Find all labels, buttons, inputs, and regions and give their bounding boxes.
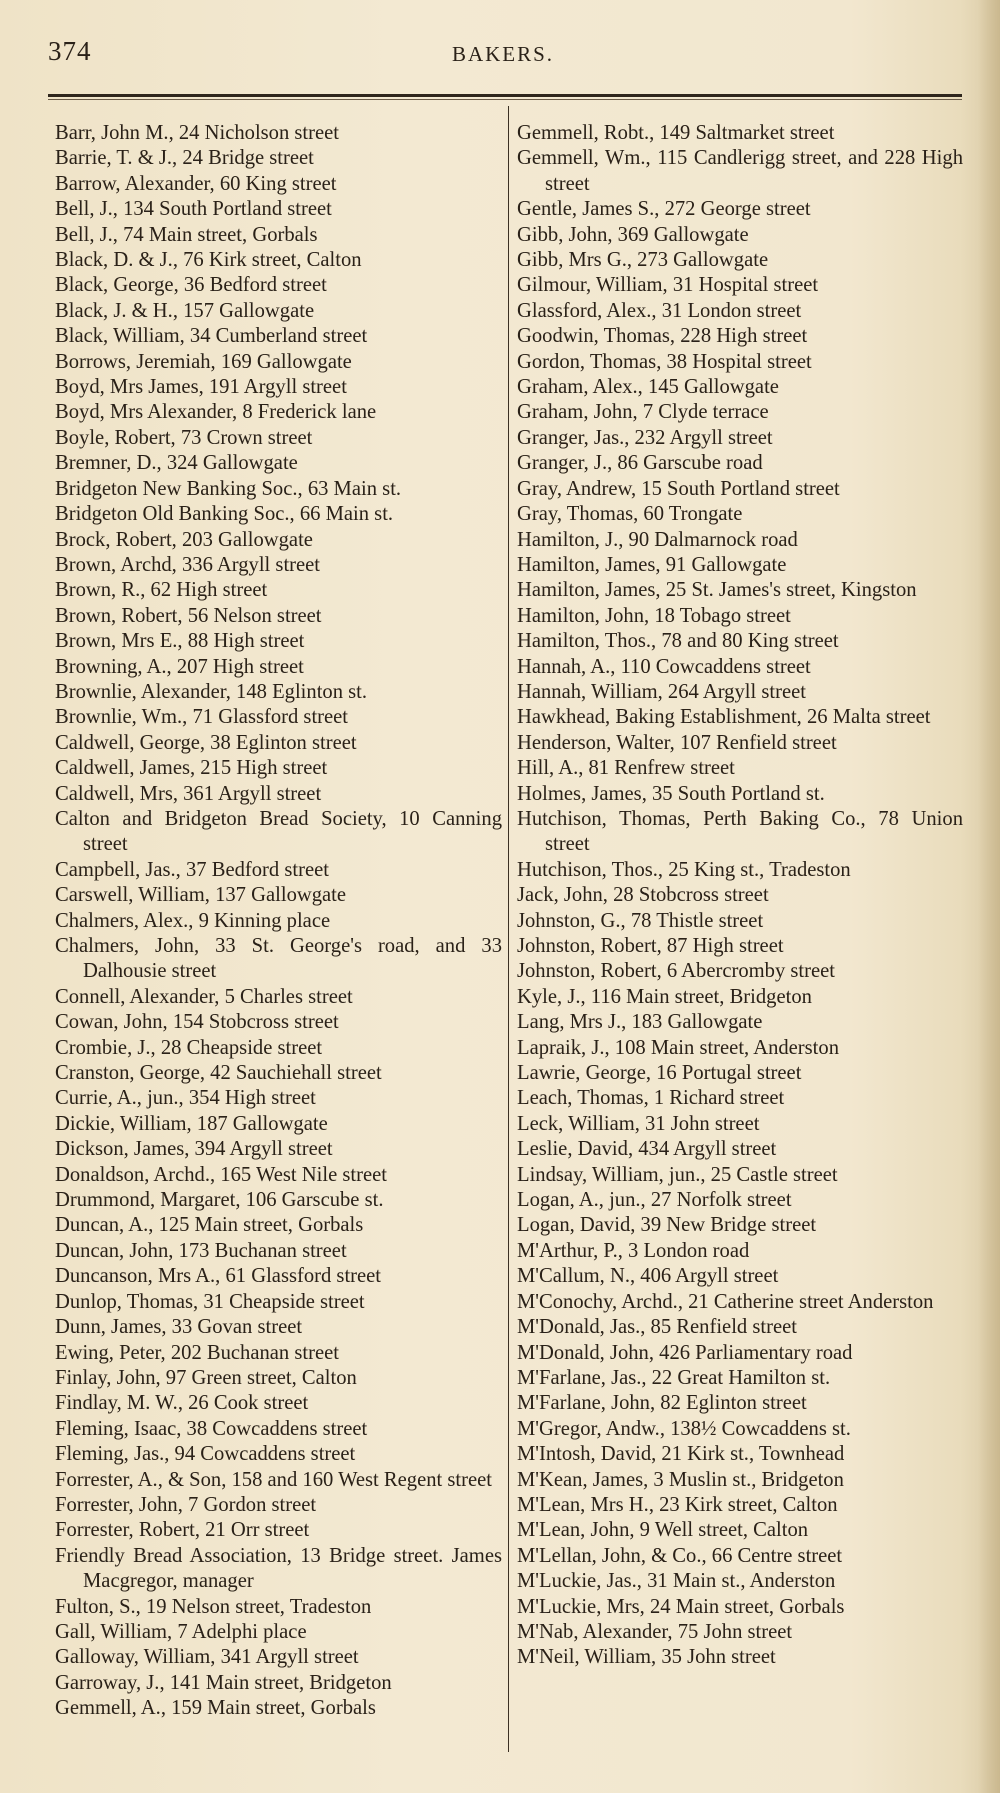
page-header [48,36,958,76]
directory-entry: Finlay, John, 97 Green street, Calton [55,1366,357,1389]
directory-entry: Dunlop, Thomas, 31 Cheapside street [55,1290,365,1313]
directory-entry: Jack, John, 28 Stobcross street [517,884,769,907]
directory-entry: M'Luckie, Mrs, 24 Main street, Gorbals [517,1595,845,1618]
directory-entry: Crombie, J., 28 Cheapside street [55,1036,323,1059]
directory-entry: Garroway, J., 141 Main street, Bridgeton [55,1671,392,1694]
directory-entry: Johnston, Robert, 6 Abercromby street [517,960,836,983]
directory-entry: Duncan, A., 125 Main street, Gorbals [55,1214,364,1237]
directory-entry: Hannah, A., 110 Cowcaddens street [517,655,811,678]
directory-entry: Calton and Bridgeton Bread Society, 10 Canning street [55,807,502,856]
directory-entry: M'Luckie, Jas., 31 Main st., Anderston [517,1570,836,1593]
directory-entry: Chalmers, John, 33 St. George's road, and 33 Dalhousie street [55,935,502,983]
directory-entry: Fulton, S., 19 Nelson street, Tradeston [55,1595,372,1618]
directory-entry: Hamilton, James, 91 Gallowgate [517,553,787,576]
directory-entry: Hutchison, Thomas, Perth Baking Co., 78 Union street [517,807,963,856]
directory-entry: M'Nab, Alexander, 75 John street [517,1620,793,1643]
directory-entry: Brownlie, Alexander, 148 Eglinton st. [55,680,368,703]
directory-entry: Boyle, Robert, 73 Crown street [55,426,313,449]
directory-entry: Currie, A., jun., 354 High street [55,1087,316,1110]
directory-entry: Bridgeton New Banking Soc., 63 Main st. [55,477,402,500]
directory-entry: M'Farlane, Jas., 22 Great Hamilton st. [517,1366,831,1389]
directory-entry: M'Lellan, John, & Co., 66 Centre street [517,1544,843,1567]
directory-entry: M'Kean, James, 3 Muslin st., Bridgeton [517,1468,844,1491]
directory-entry: M'Donald, Jas., 85 Renfield street [517,1316,797,1339]
directory-entry: Gilmour, William, 31 Hospital street [517,274,819,297]
page-edge-shadow [978,0,1000,1793]
directory-entry: Galloway, William, 341 Argyll street [55,1646,359,1669]
directory-entry: M'Gregor, Andw., 138½ Cowcaddens st. [517,1417,851,1440]
directory-entry: Bridgeton Old Banking Soc., 66 Main st. [55,503,394,526]
directory-entry: Caldwell, George, 38 Eglinton street [55,731,357,754]
directory-entry: Borrows, Jeremiah, 169 Gallowgate [55,350,352,373]
directory-entry: M'Neil, William, 35 John street [517,1646,776,1669]
directory-entry: Campbell, Jas., 37 Bedford street [55,858,329,881]
directory-entry: Gemmell, Robt., 149 Saltmarket street [517,122,835,144]
directory-entry: Leach, Thomas, 1 Richard street [517,1087,785,1110]
header-rule-thin [48,99,962,100]
directory-entry: Brownlie, Wm., 71 Glassford street [55,706,349,729]
directory-entry: Black, William, 34 Cumberland street [55,325,368,348]
directory-entry: Brown, R., 62 High street [55,579,268,602]
directory-entry: Browning, A., 207 High street [55,655,304,678]
directory-entry: Gibb, John, 369 Gallowgate [517,223,749,246]
directory-entry: Forrester, Robert, 21 Orr street [55,1519,310,1542]
directory-entry: Boyd, Mrs Alexander, 8 Frederick lane [55,401,377,424]
directory-entry: Caldwell, James, 215 High street [55,757,328,780]
directory-entry: Hutchison, Thos., 25 King st., Tradeston [517,858,851,881]
page-number: 374 [48,36,92,66]
directory-entry: Hannah, William, 264 Argyll street [517,680,806,703]
directory-entry: Logan, A., jun., 27 Norfolk street [517,1189,792,1212]
directory-entry: Hamilton, John, 18 Tobago street [517,604,791,627]
directory-entry: Fleming, Isaac, 38 Cowcaddens street [55,1417,368,1440]
directory-entry: Duncanson, Mrs A., 61 Glassford street [55,1265,382,1288]
directory-entry: Forrester, A., & Son, 158 and 160 West Regent street [55,1468,492,1491]
directory-entry: Hamilton, J., 90 Dalmarnock road [517,528,798,551]
directory-entry: Brown, Archd, 336 Argyll street [55,553,321,576]
directory-entry: Bremner, D., 324 Gallowgate [55,452,298,475]
directory-entry: Graham, Alex., 145 Gallowgate [517,376,779,399]
directory-entry: M'Lean, Mrs H., 23 Kirk street, Calton [517,1493,838,1516]
directory-entry: Gall, William, 7 Adelphi place [55,1620,307,1643]
directory-entry: Lapraik, J., 108 Main street, Anderston [517,1036,839,1059]
directory-entry: Cranston, George, 42 Sauchiehall street [55,1062,382,1085]
directory-entry: M'Conochy, Archd., 21 Catherine street Anderston [517,1290,934,1313]
directory-entry: Lindsay, William, jun., 25 Castle street [517,1163,838,1186]
directory-entry: Bell, J., 74 Main street, Gorbals [55,223,318,246]
directory-entry: Duncan, John, 173 Buchanan street [55,1239,347,1262]
directory-entry: Gray, Thomas, 60 Trongate [517,503,743,526]
directory-entry: Granger, J., 86 Garscube road [517,452,763,475]
directory-entry: Logan, David, 39 New Bridge street [517,1214,817,1237]
directory-entry: M'Intosh, David, 21 Kirk st., Townhead [517,1443,845,1466]
directory-entry: Holmes, James, 35 South Portland st. [517,782,825,805]
directory-entry: Bell, J., 134 South Portland street [55,198,332,221]
directory-entry: Barrie, T. & J., 24 Bridge street [55,147,314,170]
directory-entry: M'Arthur, P., 3 London road [517,1239,750,1262]
directory-entry: Barr, John M., 24 Nicholson street [55,122,340,144]
directory-entry: Hamilton, James, 25 St. James's street, Kingston [517,579,917,602]
directory-entry: M'Lean, John, 9 Well street, Calton [517,1519,809,1542]
directory-entry: Connell, Alexander, 5 Charles street [55,985,353,1008]
directory-entry: Goodwin, Thomas, 228 High street [517,325,808,348]
directory-entry: Fleming, Jas., 94 Cowcaddens street [55,1443,356,1466]
directory-entry: Boyd, Mrs James, 191 Argyll street [55,376,347,399]
directory-entry: Brock, Robert, 203 Gallowgate [55,528,313,551]
directory-entry: Dickie, William, 187 Gallowgate [55,1112,328,1135]
directory-entry: Leck, William, 31 John street [517,1112,760,1135]
directory-entry: Brown, Robert, 56 Nelson street [55,604,322,627]
directory-entry: Gray, Andrew, 15 South Portland street [517,477,840,500]
directory-entry: Black, J. & H., 157 Gallowgate [55,299,315,322]
directory-entry: Gordon, Thomas, 38 Hospital street [517,350,812,373]
directory-entry: Findlay, M. W., 26 Cook street [55,1392,309,1415]
directory-entry: Brown, Mrs E., 88 High street [55,630,305,653]
directory-entry: M'Donald, John, 426 Parliamentary road [517,1341,853,1364]
left-column [55,121,502,1722]
directory-entry: Drummond, Margaret, 106 Garscube st. [55,1189,384,1212]
directory-entry: Barrow, Alexander, 60 King street [55,172,337,195]
directory-entry: Gibb, Mrs G., 273 Gallowgate [517,249,769,272]
column-divider [508,106,509,1752]
directory-entry: Forrester, John, 7 Gordon street [55,1493,317,1516]
directory-entry: Dickson, James, 394 Argyll street [55,1138,333,1161]
directory-entry: Johnston, G., 78 Thistle street [517,909,764,932]
directory-entry: Gemmell, Wm., 115 Candlerigg street, and 228 High street [517,147,963,195]
directory-entry: Graham, John, 7 Clyde terrace [517,401,769,424]
directory-entry: Lang, Mrs J., 183 Gallowgate [517,1011,763,1034]
directory-entry: Leslie, David, 434 Argyll street [517,1138,777,1161]
directory-entry: Friendly Bread Association, 13 Bridge street. James Macgregor, manager [55,1544,502,1593]
right-column [517,121,963,1671]
running-title: BAKERS. [451,42,555,66]
directory-entry: Black, George, 36 Bedford street [55,274,327,297]
directory-entry: Caldwell, Mrs, 361 Argyll street [55,782,322,805]
directory-entry: Black, D. & J., 76 Kirk street, Calton [55,249,362,272]
directory-entry: Johnston, Robert, 87 High street [517,935,784,957]
directory-entry: Gemmell, A., 159 Main street, Gorbals [55,1697,376,1720]
directory-entry: Cowan, John, 154 Stobcross street [55,1011,339,1034]
directory-entry: Dunn, James, 33 Govan street [55,1316,303,1339]
directory-entry: M'Callum, N., 406 Argyll street [517,1265,779,1288]
directory-entry: Hawkhead, Baking Establishment, 26 Malta street [517,706,931,729]
directory-entry: Kyle, J., 116 Main street, Bridgeton [517,985,812,1008]
header-rule [48,94,962,97]
directory-entry: M'Farlane, John, 82 Eglinton street [517,1392,807,1415]
directory-entry: Donaldson, Archd., 165 West Nile street [55,1163,387,1186]
directory-entry: Gentle, James S., 272 George street [517,198,811,221]
directory-entry: Henderson, Walter, 107 Renfield street [517,731,837,754]
directory-entry: Chalmers, Alex., 9 Kinning place [55,909,331,932]
directory-entry: Hill, A., 81 Renfrew street [517,757,735,780]
directory-entry: Hamilton, Thos., 78 and 80 King street [517,630,839,653]
directory-entry: Granger, Jas., 232 Argyll street [517,426,773,449]
directory-entry: Ewing, Peter, 202 Buchanan street [55,1341,339,1364]
directory-entry: Glassford, Alex., 31 London street [517,299,802,322]
directory-entry: Lawrie, George, 16 Portugal street [517,1062,802,1085]
directory-entry: Carswell, William, 137 Gallowgate [55,884,347,907]
